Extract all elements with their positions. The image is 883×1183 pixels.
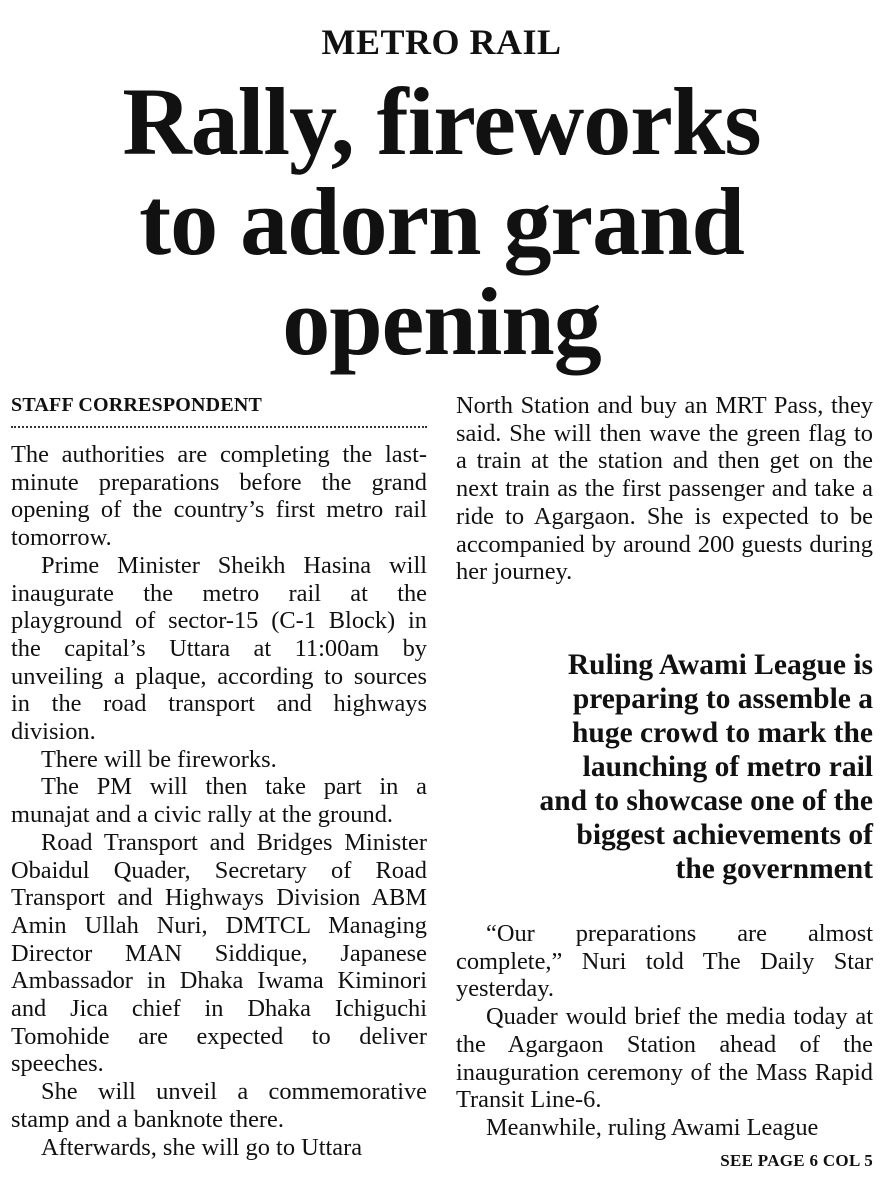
paragraph: There will be fireworks. bbox=[41, 745, 277, 773]
pull-quote-line: and to showcase one of the bbox=[539, 785, 873, 817]
paragraph: Meanwhile, ruling Awami League bbox=[486, 1113, 819, 1141]
right-column-top bbox=[456, 392, 873, 586]
pull-quote-line: launching of metro rail bbox=[582, 751, 873, 783]
paragraph: She will unveil a commemorative stamp and a banknote there. bbox=[11, 1078, 427, 1133]
paragraph: Afterwards, she will go to Uttara bbox=[41, 1133, 363, 1161]
paragraph: Prime Minister Sheikh Hasina will inaugurate the metro rail at the playground of sector-15 (C-1 Block) in the capital’s Uttara at 11:00am by unveiling a plaque, according to sources in the road transport and highways division. bbox=[11, 551, 427, 746]
pull-quote-line: the government bbox=[675, 853, 873, 885]
headline-line: Rally, fireworks bbox=[122, 68, 761, 175]
paragraph: North Station and buy an MRT Pass, they said. She will then wave the green flag to a train at the station and then get on the next train as the first passenger and take a ride to Agargaon. She is expected to be accompanied by around 200 guests during her journey. bbox=[456, 392, 873, 586]
paragraph: “Our preparations are almost complete,” Nuri told The Daily Star yesterday. bbox=[456, 920, 873, 1003]
paragraph: The PM will then take part in a munajat and a civic rally at the ground. bbox=[11, 773, 427, 829]
pull-quote-line: preparing to assemble a bbox=[572, 683, 873, 715]
paragraph: The authorities are completing the last-minute preparations before the grand opening of the country’s first metro rail tomorrow. bbox=[11, 441, 427, 552]
left-column bbox=[11, 392, 427, 1161]
section-kicker: METRO RAIL bbox=[321, 22, 562, 62]
paragraph: Quader would brief the media today at the Agargaon Station ahead of the inauguration ceremony of the Mass Rapid Transit Line-6. bbox=[456, 1003, 873, 1114]
headline-line: opening bbox=[282, 268, 601, 375]
pull-quote bbox=[456, 648, 873, 886]
pull-quote-line: huge crowd to mark the bbox=[572, 717, 873, 749]
byline: STAFF CORRESPONDENT bbox=[11, 394, 263, 416]
paragraph: Road Transport and Bridges Minister Obaidul Quader, Secretary of Road Transport and Highways Division ABM Amin Ullah Nuri, DMTCL Managing Director MAN Siddique, Japanese Ambassador in Dhaka Iwama Kiminori and Jica chief in Dhaka Ichiguchi Tomohide are expected to deliver speeches. bbox=[11, 828, 427, 1078]
headline bbox=[0, 68, 883, 375]
right-column-bottom bbox=[456, 920, 873, 1142]
continuation-note: SEE PAGE 6 COL 5 bbox=[720, 1151, 873, 1170]
pull-quote-line: biggest achievements of bbox=[576, 819, 873, 851]
byline-divider bbox=[11, 426, 427, 428]
pull-quote-line: Ruling Awami League is bbox=[567, 649, 873, 681]
headline-line: to adorn grand bbox=[139, 168, 744, 275]
